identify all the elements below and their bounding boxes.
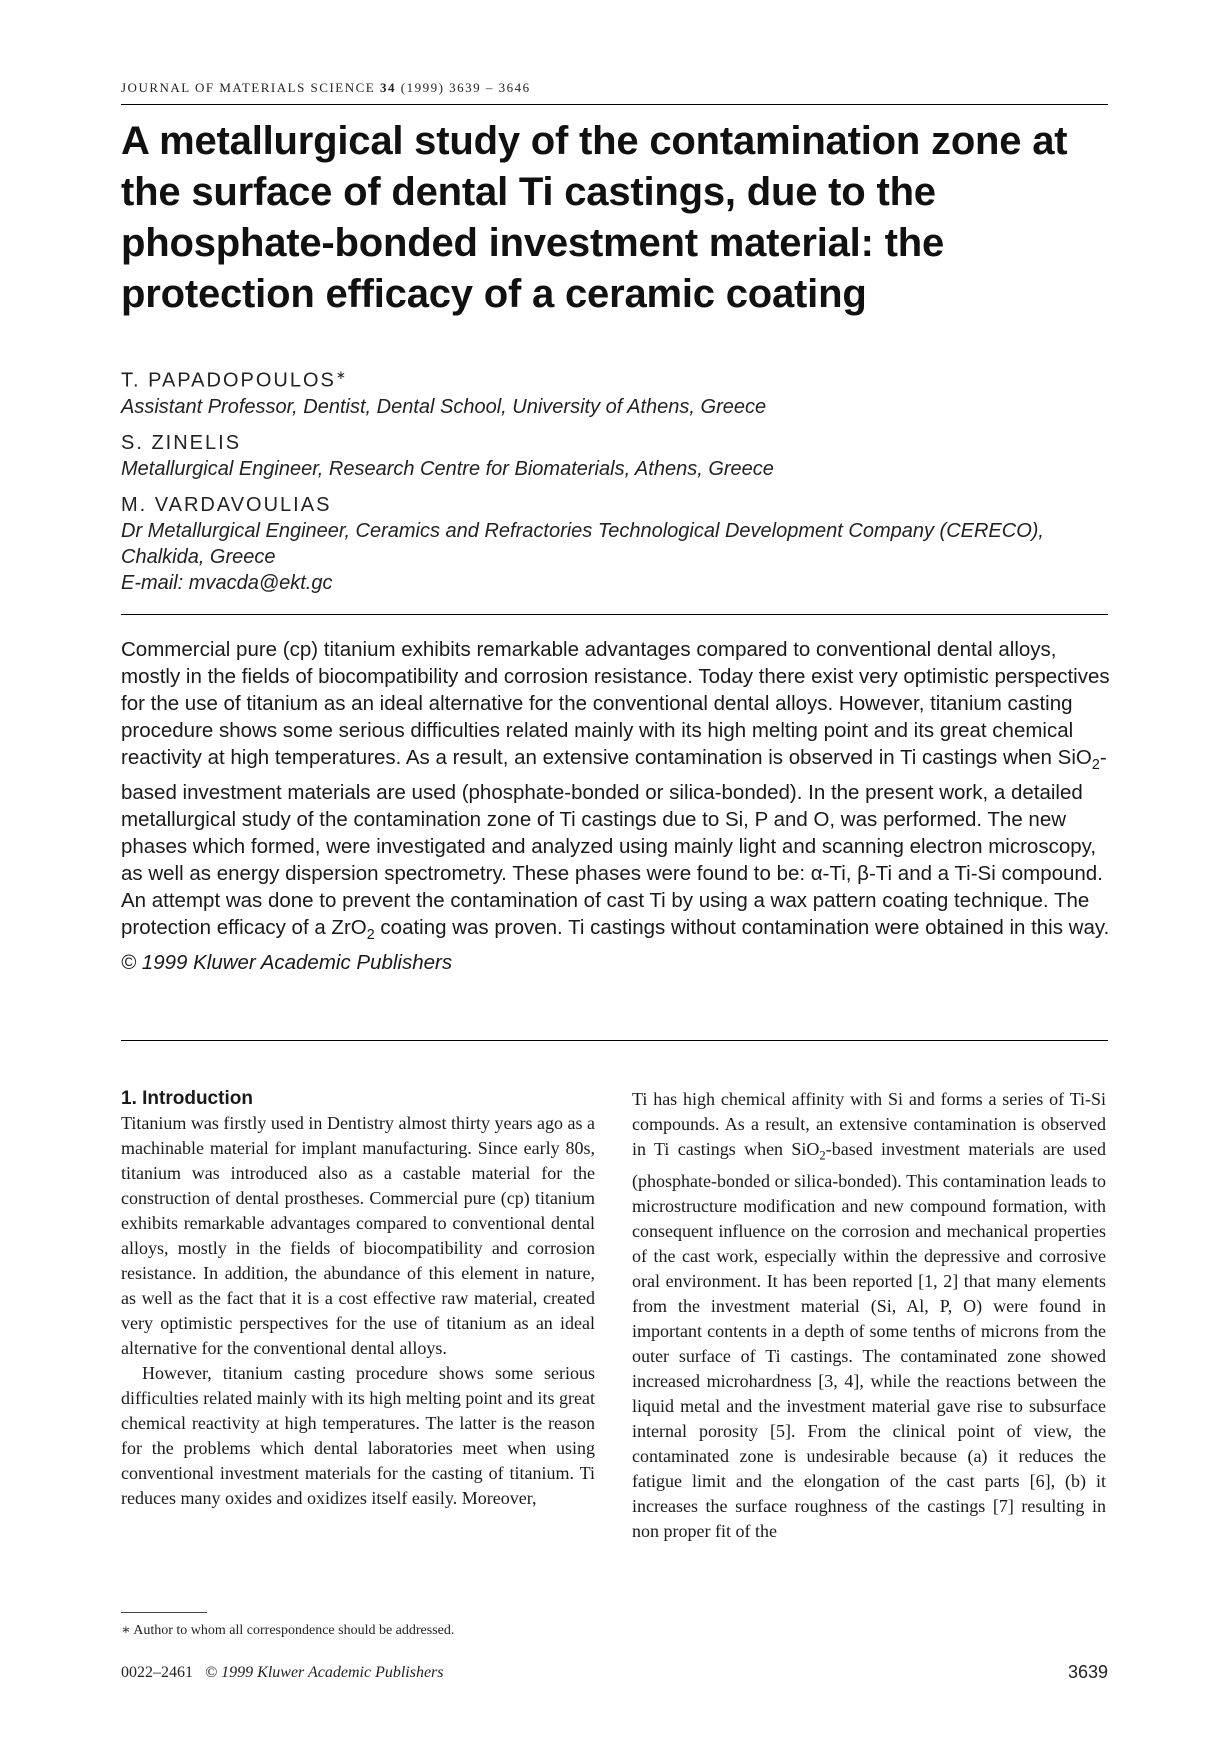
- footer-copyright: © 1999 Kluwer Academic Publishers: [205, 1664, 444, 1681]
- footer-issn-copyright: [121, 1664, 444, 1682]
- page-number: 3639: [1067, 1662, 1108, 1682]
- journal-volume: 34: [379, 80, 396, 95]
- author-email: E-mail: mvacda@ekt.gc: [121, 571, 333, 594]
- author-affiliation-3: Dr Metallurgical Engineer, Ceramics and Refractories Technological Development Company (CERECO), Chalkida, Greece E-mail: mvacda@ekt.gc: [121, 518, 1111, 596]
- footnote: ∗ Author to whom all correspondence should be addressed.: [121, 1623, 455, 1638]
- paragraph: Titanium was firstly used in Dentistry almost thirty years ago as a machinable material for implant manufacturing. Since early 80s, titanium was introduced also as a castable material for the construction of dental prostheses. Commercial pure (cp) titanium exhibits remarkable advantages compared to conventional dental alloys, mostly in the fields of biocompatibility and corrosion resistance. In addition, the abundance of this element in nature, as well as the fact that it is a cost effective raw material, created very optimistic perspectives for the use of titanium as an ideal alternative for the conventional dental alloys.: [121, 1113, 595, 1358]
- author-name-3: M. VARDAVOULIAS: [121, 493, 332, 516]
- journal-header: [121, 80, 1108, 96]
- abstract: Commercial pure (cp) titanium exhibits remarkable advantages compared to conventional dental alloys, mostly in the fields of biocompatibility and corrosion resistance. Today there exist very optimistic perspectives for the use of titanium as an ideal alternative for the conventional dental alloys. However, titanium casting procedure shows some serious difficulties related mainly with its high melting point and its great chemical reactivity at high temperatures. As a result, an extensive contamination is observed in Ti castings when SiO$_2$-based investment materials are used (phosphate-bonded or silica-bonded). In the present work, a detailed metallurgical study of the contamination zone of Ti castings due to Si, P and O, was performed. The new phases which formed, were investigated and analyzed using mainly light and scanning electron microscopy, as well as energy dispersion spectrometry. These phases were found to be: α-Ti, β-Ti and a Ti-Si compound. An attempt was done to prevent the contamination of cast Ti by using a wax pattern coating technique. The protection efficacy of a ZrO$_2$ coating was proven. Ti castings without contamination were obtained in this way. © 1999 Kluwer Academic Publishers: [121, 638, 1110, 975]
- paragraph: However, titanium casting procedure shows some serious difficulties related mainly with its high melting point and its great chemical reactivity at high temperatures. The latter is the reason for the problems which dental laboratories meet when using conventional investment materials for the casting of titanium. Ti reduces many oxides and oxidizes itself easily. Moreover,: [121, 1363, 595, 1508]
- author-name-1: T. PAPADOPOULOS∗: [121, 368, 346, 392]
- journal-name: JOURNAL OF MATERIALS SCIENCE: [121, 80, 376, 95]
- body-column-right: [632, 1087, 1106, 1544]
- issn: 0022–2461: [121, 1664, 193, 1681]
- body-column-left: [121, 1086, 595, 1511]
- abstract-bottom-rule: [121, 1040, 1108, 1041]
- paragraph: Ti has high chemical affinity with Si and forms a series of Ti-Si compounds. As a result, an extensive contamination is observed in Ti castings when SiO$_2$-based investment materials are used (phosphate-bonded or silica-bonded). This contamination leads to microstructure modification and new compound formation, with consequent influence on the corrosion and mechanical properties of the cast work, especially within the depressive and corrosive oral environment. It has been reported [1, 2] that many elements from the investment material (Si, Al, P, O) were found in important contents in a depth of some tenths of microns from the outer surface of Ti castings. The contaminated zone showed increased microhardness [3, 4], while the reactions between the liquid metal and the investment material gave rise to subsurface internal porosity [5]. From the clinical point of view, the contaminated zone is undesirable because (a) it reduces the fatigue limit and the elongation of the cast parts [6], (b) it increases the surface roughness of the castings [7] resulting in non proper fit of the: [632, 1089, 1107, 1541]
- paper-title: A metallurgical study of the contamination zone at the surface of dental Ti castings, due to the phosphate-bonded investment material: the protection efficacy of a ceramic coating: [121, 119, 1068, 316]
- author-affiliation-1: Assistant Professor, Dentist, Dental School, University of Athens, Greece: [121, 395, 767, 418]
- author-block: [121, 362, 1111, 596]
- corresponding-author-mark: ∗: [335, 368, 346, 382]
- section-heading-introduction: 1. Introduction: [121, 1088, 253, 1109]
- author-name-2: S. ZINELIS: [121, 431, 242, 454]
- journal-year-pages: (1999) 3639 – 3646: [400, 80, 531, 95]
- footnote-rule: [121, 1612, 207, 1613]
- author-affiliation-2: Metallurgical Engineer, Research Centre for Biomaterials, Athens, Greece: [121, 457, 774, 480]
- abstract-top-rule: [121, 614, 1108, 615]
- abstract-publisher: © 1999 Kluwer Academic Publishers: [121, 951, 453, 975]
- header-rule: [121, 104, 1108, 105]
